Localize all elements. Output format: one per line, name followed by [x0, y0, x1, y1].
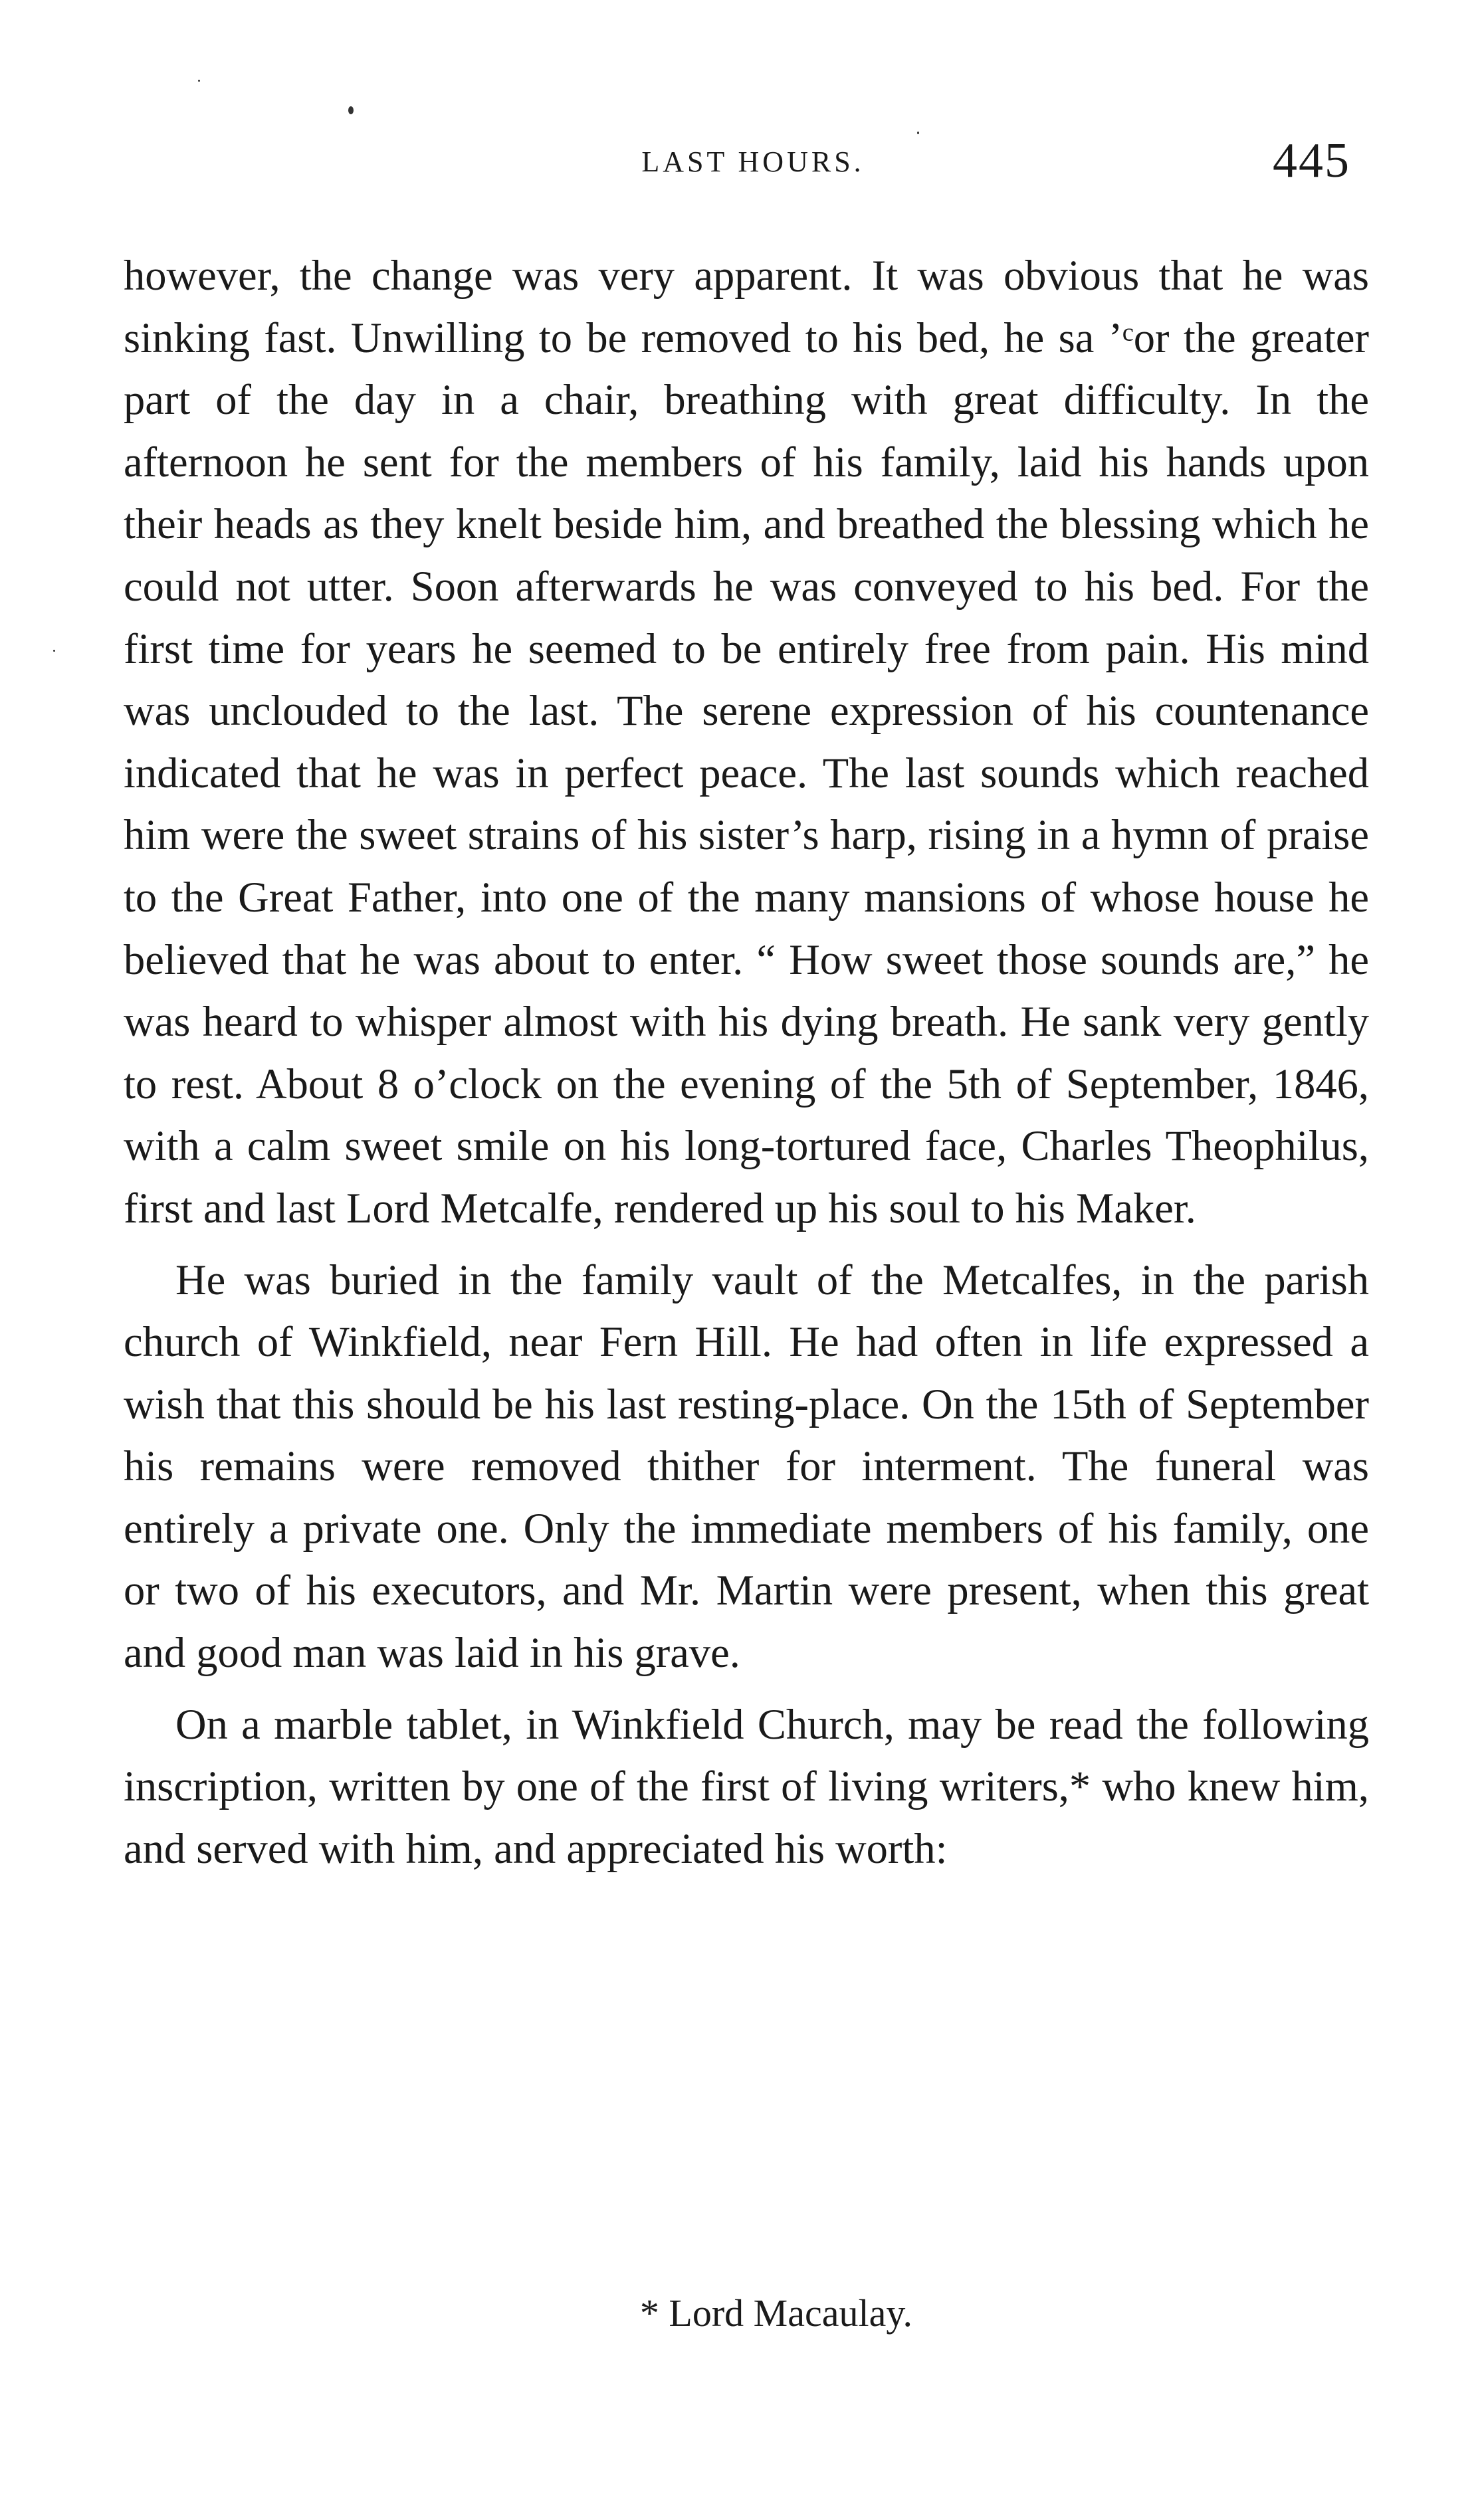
print-speck	[198, 80, 200, 82]
print-speck	[53, 650, 55, 652]
running-head	[124, 133, 1360, 193]
print-speck	[348, 106, 354, 114]
paragraph-burial: He was buried in the family vault of the Metcalfes, in the parish church of Winkfield, near Fern Hill. He had often in life expressed a wish that this should be his last resting-place. On the 15th of September his remains were removed thither for interment. The funeral was entirely a private one. Only the immediate members of his family, one or two of his executors, and Mr. Martin were present, when this great and good man was laid in his grave.	[124, 1256, 1369, 1677]
footnote: * Lord Macaulay.	[639, 2291, 913, 2335]
page-number: 445	[1273, 134, 1350, 188]
running-title: LAST HOURS.	[641, 145, 865, 178]
paragraph-tablet: On a marble tablet, in Winkfield Church, may be read the following inscription, written by one of the first of living writers,* who knew him, and served with him, and appreciated his worth:	[124, 1700, 1369, 1872]
body-text	[124, 244, 1369, 1880]
paragraph-continued: however, the change was very apparent. It was obvious that he was sinking fast. Unwilling to be removed to his bed, he sa ʼᶜor the greater part of the day in a chair, breathing with great difficulty. In the afternoon he sent for the members of his family, laid his hands upon their heads as they knelt beside him, and breathed the blessing which he could not utter. Soon afterwards he was conveyed to his bed. For the first time for years he seemed to be entirely free from pain. His mind was unclouded to the last. The serene expression of his countenance indicated that he was in perfect peace. The last sounds which reached him were the sweet strains of his sister’s harp, rising in a hymn of praise to the Great Father, into one of the many mansions of whose house he believed that he was about to enter. “ How sweet those sounds are,” he was heard to whisper almost with his dying breath. He sank very gently to rest. About 8 o’clock on the evening of the 5th of September, 1846, with a calm sweet smile on his long-tortured face, Charles Theophilus, first and last Lord Metcalfe, rendered up his soul to his Maker.	[124, 252, 1369, 1232]
